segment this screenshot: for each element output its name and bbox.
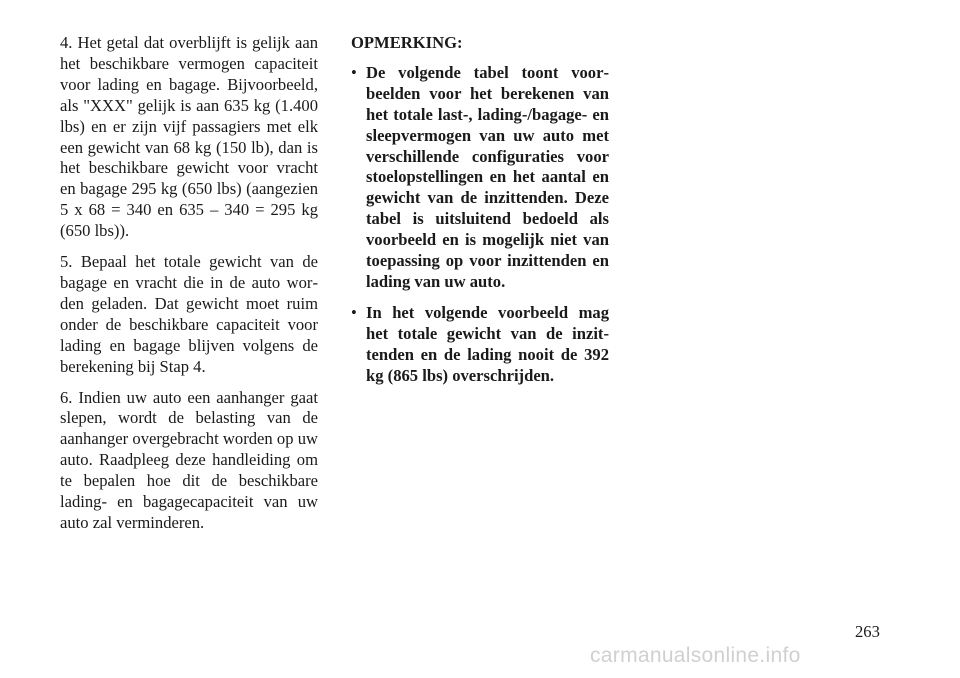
- note-bullet-list: [351, 63, 609, 387]
- step-4-paragraph: 4. Het getal dat overblijft is gelijk aan het beschikbare vermogen capaciteit voor lading en bagage. Bijvoorbeeld, als "XXX" gelijk is aan 635 kg (1.400 lbs) en er zijn vijf passagiers met elk een gewicht van 68 kg (150 lb), dan is het beschikbare gewicht voor vracht en bagage 295 kg (650 lbs) (aangezien 5 x 68 = 340 en 635 – 340 = 295 kg (650 lbs)).: [60, 33, 318, 241]
- step-5-paragraph: 5. Bepaal het totale gewicht van de bagage en vracht die in de auto worden geladen. Dat gewicht moet ruim onder de beschikbare capaciteit voor lading en bagage blijven volgens de berekening bij Stap 4.: [60, 252, 318, 376]
- bullet-dot-icon: •: [351, 302, 357, 322]
- note-bullet-text: In het volgende voorbeeld mag het totale gewicht van de inzittenden en de lading nooit de 392 kg (865 lbs) overschrijden.: [366, 302, 609, 385]
- page-number: 263: [855, 622, 880, 641]
- note-bullet-item: [351, 303, 609, 387]
- note-bullet-text: De volgende tabel toont voorbeelden voor het berekenen van het totale last-, lading-/bagage- en sleepvermogen van uw auto met verschillende configuraties voor stoelopstellingen en het aantal en gewicht van de inzittenden. Deze tabel is uitsluitend bedoeld als voorbeeld en is mogelijk niet van toepassing op voor inzittenden en lading van uw auto.: [366, 62, 609, 291]
- right-column: [351, 33, 609, 397]
- left-column: [60, 33, 318, 544]
- note-heading: OPMERKING:: [351, 33, 463, 52]
- note-bullet-item: [351, 63, 609, 293]
- bullet-dot-icon: •: [351, 62, 357, 82]
- step-6-paragraph: 6. Indien uw auto een aanhanger gaat slepen, wordt de belasting van de aanhanger overgebracht worden op uw auto. Raadpleeg deze handleiding om te bepalen hoe dit de beschikbare lading- en bagagecapaciteit van uw auto zal verminderen.: [60, 387, 318, 532]
- watermark: carmanualsonline.info: [590, 644, 801, 667]
